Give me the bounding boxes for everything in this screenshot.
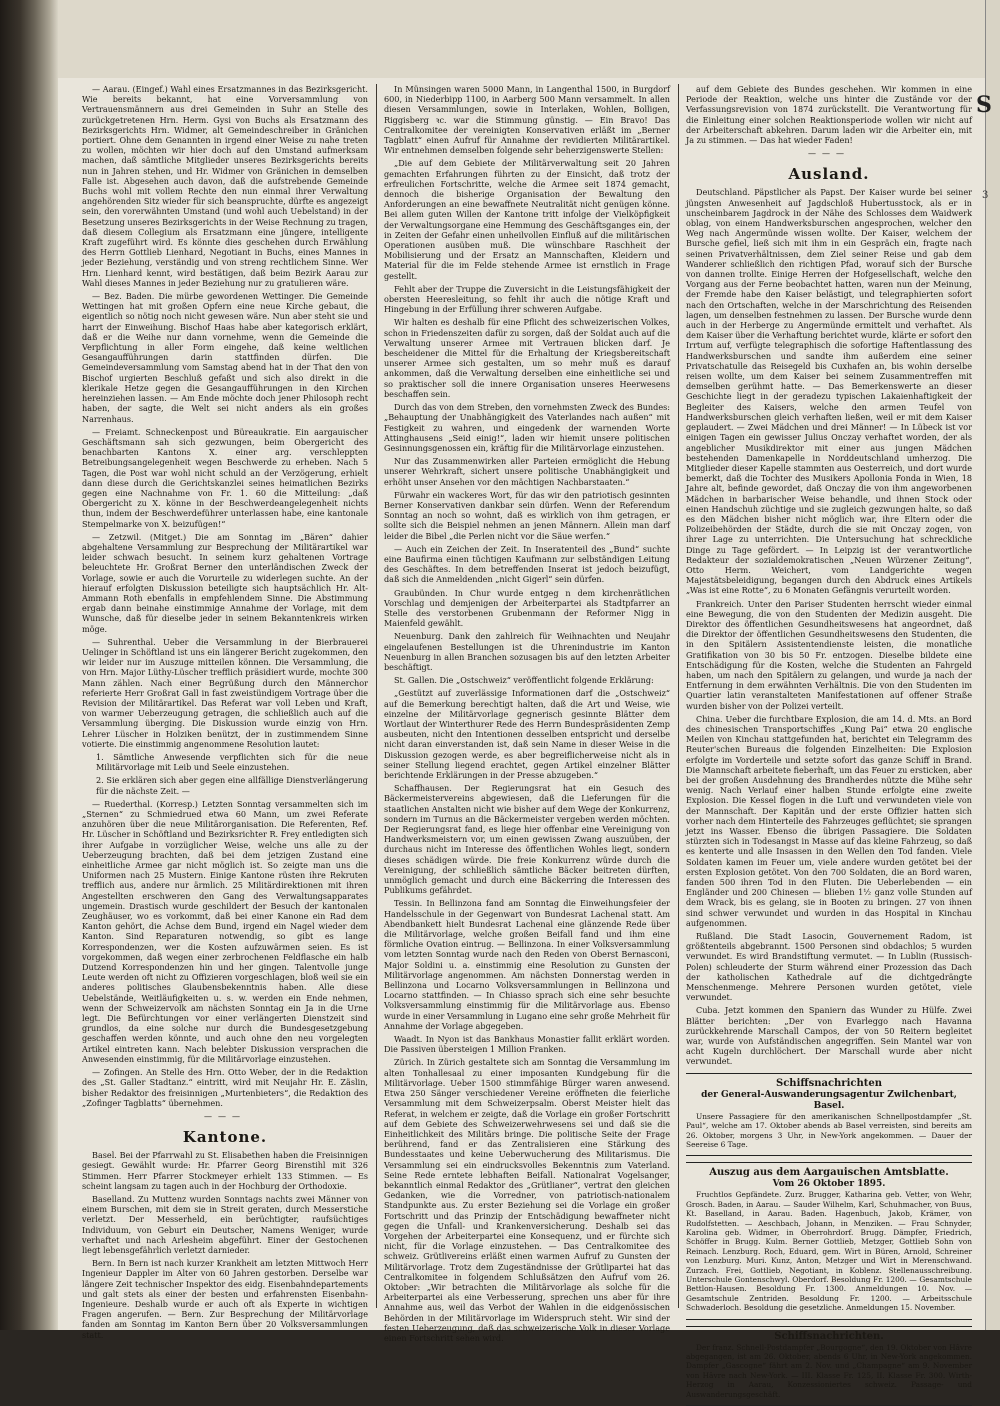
quote-paragraph: Fehlt aber der Truppe die Zuversicht in die Leistungsfähigkeit der obersten Heeresleitung, so fehlt ihr auch die nötige Kraft und Hingebung in der Erfüllung ihrer schweren Aufgabe. [384,283,670,315]
corner-glyph: S [976,92,992,118]
book-binding [0,0,58,1330]
amtsblatt-title: Auszug aus dem Aargauischen Amtsblatte. [709,1167,949,1179]
shipping-notice-subtitle: der General-Auswanderungsagentur Zwilchenbart, Basel. [701,1089,957,1111]
article-bern: Bern. In Bern ist nach kurzer Krankheit am letzten Mittwoch Herr Ingenieur Dappler im Alter von 60 Jahren gestorben. Derselbe war längere Zeit technischer Inspektor des eidg. Eisenbahndepartements und galt stets als einer der besten und erfahrensten Eisenbahn-Ingenieure. Deshalb wurde er auch oft als Experte in wichtigen Fragen angerufen. — Bern. Zur Besprechung der Militärvorlage fanden am Sonntag im Kanton Bern über 20 Volksversammlungen statt. [82,1258,368,1340]
quote-paragraph: Nur das Zusammenwirken aller Parteien ermöglicht die Hebung unserer Wehrkraft, sichert unsere politische Unabhängigkeit und erhöht unser Ansehen vor den mächtigen Nachbarstaaten.“ [384,456,670,487]
amtsblatt-date: Vom 26 Oktober 1895. [772,1179,886,1190]
article-schaffhausen: Schaffhausen. Der Regierungsrat hat ein Gesuch des Bäckermeistervereins abgewiesen, daß die Lieferungen für die staatlichen Anstalten nicht wie bisher auf dem Wege der Konkurrenz, sondern im Turnus an die Bäckermeister vergeben werden möchten. Der Regierungsrat fand, es liege hier offenbar eine Vereinigung von Handwerksmeistern vor, um einen gewissen Zwang auszuüben, der durchaus nicht im Interesse des öffentlichen Wohles liegt, sondern dieses schädigen würde. Die freie Konkurrenz würde durch die Vereinigung, der schließlich sämtliche Bäcker beitreten dürften, unmöglich gemacht und durch eine Bäckerring die Interessen des Publikums gefährdet. [384,783,670,896]
amtsblatt-text: Fruchtlos Gepfändete. Zurz. Brugger, Katharina geb. Vetter, von Wehr, Grosch. Baden, in Aarau. — Sauder Wilhelm, Karl, Schuhmacher, von Buus, Kt. Baselland, in Aarau. Baden. Hagenbuch, Jakob, Krämer, von Rudolfstetten. — Aeschbach, Johann, in Menziken. — Frau Schnyder, Karolina geb. Widmer, in Oberrohrdorf. Brugg. Dämpfer, Friedrich, Schöffer in Brugg. Kulm. Berner Gottlieb, Metzger, Gottlieb Sohn von Reinach. Lenzburg. Roch, Eduard, gem. Wirt in Büren, Arnold, Schreiner von Lenzburg. Muri. Kunz, Anton, Metzger und Wirt in Merenschwand. Zurzach. Frei, Gottlieb, Negotiant, in Koblenz. Stellenausschreibung. Unterschule Gontenschwyl. Oberdorf. Besoldung Fr. 1200. — Gesamtschule Bettlon-Hausen. Besoldung Fr. 1300. Anmeldungen 10. Nov. — Gesamtschule Zentriden. Besoldung Fr. 1200. — Arbeitsschule Schwaderloch. Besoldung die gesetzliche. Anmeldungen 15. November. [686,1190,972,1313]
section-heading-ausland: Ausland. [788,165,870,184]
article-cuba: Cuba. Jetzt kommen den Spaniern das Wunder zu Hülfe. Zwei Blätter berichten: „Der von Evarleggo nach Havanna zurückkehrende Marschall Campos, der von 50 Reitern begleitet war, wurde von Aufständischen angegriffen. Sein Mantel war von acht Kugeln durchlöchert. Der Marschall wurde aber nicht verwundet. [686,1005,972,1067]
shipping-notice-2-title: Schiffsnachrichten. [774,1330,884,1342]
article-china: China. Ueber die furchtbare Explosion, die am 14. d. Mts. an Bord des chinesischen Transportschiffes „Kung Pai“ etwa 20 englische Meilen von Kinchau stattgefunden hat, berichtet ein Telegramm des Reuter'schen Bureaus die folgenden Einzelheiten: Die Explosion erfolgte im Vorderteile und setzte sofort das ganze Schiff in Brand. Die Mannschaft arbeitete fieberhaft, um das Feuer zu ersticken, aber bei der großen Ausdehnung des Brandherdes nützte die Mühe sehr wenig. Nach Verlauf einer halben Stunde erfolgte eine zweite Explosion. Die Kessel flogen in die Luft und verwundeten viele von der Mannschaft. Der Kapitän und der erste Offizier hatten sich vorher nach dem Hinterteile des Fahrzeuges geflüchtet; sie sprangen jetzt ins Wasser. Ebenso die übrigen Passagiere. Die Soldaten stürzten sich in Todesangst in Masse auf das kleine Fahrzeug, so daß es kenterte und alle Insassen in den Wellen den Tod fanden. Viele Soldaten kamen im Feuer um, viele andere wurden getötet bei der ersten Explosion getötet. Von den 700 Soldaten, die an Bord waren, fanden 500 ihren Tod in den Fluten. Die Ueberlebenden — ein Engländer und 200 Chinesen — blieben 1½ ganz volle Stunden auf dem Wrack, bis es gelang, sie in Booten zu bringen. 27 von ihnen sind schwer verwundet und wurden in das Hospital in Kinchau aufgenommen. [686,713,972,928]
resolution-item: 2. Sie erklären sich aber gegen eine allfällige Dienstverlängerung für die nächste Zeit. — [96,775,368,796]
article-zofingen: — Zofingen. An Stelle des Hrn. Otto Weber, der in die Redaktion des „St. Galler Stadtanz.“ eintritt, wird mit Neujahr Hr. E. Zäslin, bisher Redaktor des freisinnigen „Murtenbieters“, die Redaktion des „Zofinger Tagblatts“ übernehmen. [82,1067,368,1108]
column-1 [82,84,369,1340]
shipping-notice-title: Schiffsnachrichten [775,1077,882,1089]
article-russland: Rußland. Die Stadt Lasocin, Gouvernement Radom, ist größtenteils abgebrannt. 1500 Personen sind obdachlos; 5 wurden verwundet. Es wird Brandstiftung vermutet. — In Lublin (Russisch-Polen) schleuderte der Sturm während einer Prozession das Dach der katholischen Kathedrale auf die dichtgedrängte Menschenmenge. Mehrere Personen wurden getötet, viele verwundet. [686,931,972,1003]
section-divider: ——— [808,149,850,159]
article-graubuenden: Graubünden. In Chur wurde entgeg n dem kirchenrätlichen Vorschlag und demjenigen der Arbeiterpartei als Stadtpfarrer an Stelle des verstorbenen Grubenmann der Reformer Nigg in Maienfeld gewählt. [384,587,670,629]
newspaper-page [82,84,972,1399]
section-divider: ——— [204,1111,246,1121]
article-paragraph: Fürwahr ein wackeres Wort, für das wir den patriotisch gesinnten Berner Konservativen dankbar sein dürfen. Wenn der Referendum Sonntag an noch so wohnt, daß es wirklich von ihm getragen, er sollte sich die Beispiel nehmen an jenen Männern. Allein man darf leider die Bibel „die Perlen nicht vor die Säue werfen.“ [384,489,670,541]
article-aarau: — Aarau. (Eingef.) Wahl eines Ersatzmannes in das Bezirksgericht. Wie bereits bekannt, hat eine Vorversammlung von Vertrauensmännern aus drei Gemeinden in Suhr an Stelle des zurückgetretenen Hrn. Herm. Gysi von Buchs als Ersatzmann des Bezirksgerichts Hrn. Widmer, alt Gemeindeschreiber in Gränichen portiert. Ohne dem Genannten in irgend einer Weise zu nahe treten zu wollen, möchten wir hier doch auf den Umstand aufmerksam machen, daß sämtliche Mitglieder unseres Bezirksgerichts bereits nun in Jahren stehen, und Hr. Widmer von Gränichen in demselben Falle ist. Abgesehen auch davon, daß die aufstrebende Gemeinde Buchs wohl mit vollem Rechte den nun einmal ihrer Verwaltung angehörenden Sitz wieder für sich beanspruchte, dürfte es angezeigt sein, den vorerwähnten Umstand (und wohl auch Uebelstand) in der Besetzung unseres Bezirksgerichts in der Weise Rechnung zu tragen, daß diesem Collegium als Ersatzmann eine jüngere, intelligente Kraft zugeführt wird. Es könnte dies geschehen durch Erwählung des Herrn Gottlieb Lienhard, Negotiant in Buchs, eines Mannes in jeder Beziehung, verständig und von streng rechtlichem Sinne. Wer Hrn. Lienhard kennt, wird bestätigen, daß beim Bezirk Aarau zur Wahl dieses Mannes in jeder Beziehung nur zu gratulieren wäre. [82,84,368,288]
article-zuerich: Zürich. In Zürich gestaltete sich am Sonntag die Versammlung im alten Tonhallesaal zu einer imposanten Kundgebung für die Militärvorlage. Ueber 1500 stimmfähige Bürger waren anwesend. Etwa 250 Sänger verschiedener Vereine eröffneten die feierliche Versammlung mit dem Schweizerpsalm. Oberst Meister hielt das Referat, in welchem er zeigte, daß die Vorlage ein großer Fortschritt auf dem Gebiete des Schweizerwehrwesens sei und daß sie die Einheitlichkeit des Militärs bringe. Die politische Seite der Frage berührend, fand er das Zentralisieren eine Stärkung des Bundesstaates und keine Ueberwucherung des Militarismus. Die Versammlung sei ein eindrucksvolles Bekenntnis zum Vaterland. Seine Rede erntete lebhaften Beifall. Nationalrat Vogelsanger, bekanntlich einmal Redaktor des „Grütlianer“, vertrat den gleichen Gedanken, wie die Vorredner, von patriotisch-nationalem Standpunkte aus. Zu erster Beziehung sei die Vorlage ein großer Fortschritt und das Prinzip der Entschädigung bewaffneter nicht gegen die Unfall- und Krankenversicherung. Deshalb sei das Vorgehen der Arbeiterpartei eine Konsequenz, und er fürchte sich nicht, für die Vorlage einzustehen. — Das Centralkomitee des schweiz. Grütlivereins erläßt einen warmen Aufruf zu Gunsten der Militärvorlage. Trotz dem Zugeständnisse der Grütlipartei hat das Centralkomitee in folgendem Schlußsätzen den Aufruf vom 26. Oktober: „Wir betrachten die Militärvorlage als solche für die Arbeiterpartei als eine Verbesserung, sprechen uns aber für ihre Annahme aus, weil das Verbot der Wahlen in die eidgenössischen Behörden in der Militärvorlage im Widerspruch steht. Wir sind der festen Ueberzeugung, daß das schweizerische Volk in dieser Vorlage einen Fortschritt sehen wird. [384,1057,670,1343]
column-rule [376,84,377,1308]
article-ruederthal: — Ruederthal. (Korresp.) Letzten Sonntag versammelten sich im „Sternen“ zu Schmiedrued etwa 60 Mann, um zwei Referate anzuhören über die neue Militärorganisation. Die Referenten, Ref. Hr. Lüscher in Schöftland und Bezirksrichter R. Frey entledigten sich ihrer Aufgabe in vorzüglicher Weise, welche uns alle zu der Ueberzeugung brachten, daß bei dem jetzigen Zustand eine einheitliche Armee gar nicht möglich ist. So zeigte man uns die Uniformen nach 25 Mustern. Einige Kantone rüsten ihre Rekruten trefflich aus, andere nur ärmlich. 25 Militärdirektionen mit ihren Angestellten erschweren den Gang des Verwaltungsapparates ungemein. Drastisch wurde geschildert der Besuch der kantonalen Zeughäuser, wo es vorkommt, daß bei einer Kanone ein Rad dem Kanton gehört, die Achse dem Bund, irgend ein Nagel wieder dem Kanton. Sind Reparaturen notwendig, so gibt es lange Korrespondenzen, wer die Kosten aufzuwärmen seien. Es ist vorgekommen, daß wegen einer zerbrochenen Feldflasche ein halb Dutzend Korrespondenzen hin und her gingen. Talentvolle junge Leute werden oft nicht zu Offizieren vorgeschlagen, bloß weil sie ein anderes politisches Glaubensbekenntnis haben. Alle diese Uebelstände, Weitläufigkeiten u. s. w. werden ein Ende nehmen, wenn der Schweizervolk am nächsten Sonntag ein Ja in die Urne legt. Die Befürchtungen vor einer verlängerten Dienstzeit sind grundlos, da eine solche nur durch die Bundesgesetzgebung geschaffen werden könnte, und auch ohne den neu vorgelegten Artikel eintreten kann. Nach belebter Diskussion versprachen die Anwesenden einstimmig, für die Militärvorlage einzustehen. [82,798,369,1064]
shipping-notice-2-box [686,1326,972,1406]
article-basel: Basel. Bei der Pfarrwahl zu St. Elisabethen haben die Freisinnigen gesiegt. Gewählt wurde: Hr. Pfarrer Georg Birenstihl mit 326 Stimmen. Herr Pfarrer Stockmeyer erhielt 133 Stimmen. — Es scheint langsam zu tagen auch in der Hochburg der Orthodoxie. [82,1150,368,1191]
amtsblatt-box [686,1162,972,1319]
article-frankreich: Frankreich. Unter den Pariser Studenten herrscht wieder einmal eine Bewegung, die von den Studenten der Medizin ausgeht. Die Direktor des öffentlichen Gesundheitswesens hat angeordnet, daß die Direktor der öffentlichen Gesundheitswesens den Studenten, die in den Spitälern Assistentendienste leisten, die monatliche Gratifikation von 30 bis 50 Fr. entzogen. Dieselbe bildete eine Entschädigung für die Kosten, welche die Studenten an Fahrgeld haben, um nach den Spitälern zu gelangen, und wurde ja nach der Entfernung in dem erwähnten Verhältnis. Die von den Studenten im Quartier latin veranstalteten Manifestationen auf offener Straße wurden bisher von der Polizei verteilt. [686,598,972,711]
article-st-gallen: St. Gallen. Die „Ostschweiz“ veröffentlicht folgende Erklärung: [394,675,654,686]
quote-paragraph: „Die auf dem Gebiete der Militärverwaltung seit 20 Jahren gemachten Erfahrungen führten zu der Einsicht, daß trotz der erfreulichen Fortschritte, welche die Armee seit 1874 gemacht, dennoch die bisherige Organisation der Bewaltung den Anforderungen an eine bewaffnete Neutralität nicht genügen könne. Bei allem guten Willen der Kantone tritt infolge der Vielköpfigkeit der Verwaltungsorgane eine Hemmung des Geschäftsganges ein, der in Zeiten der Gefahr einen unheilvollen Einfluß auf die militärischen Operationen ausüben muß. Die wünschbare Raschheit der Mobilisierung und der Ersatz an Mannschaften, Kleidern und Material für die im Felde stehende Armee ist ernstlich in Frage gestellt. [384,158,670,281]
column-rule [678,84,679,1308]
page-number: 3 [982,190,989,201]
article-suhrenthal: — Suhrenthal. Ueber die Versammlung in der Bierbrauerei Uelinger in Schöftland ist uns ein längerer Bericht zugekommen, den wir leider nur im Auszuge mitteilen können. Die Versammlung, die von Hrn. Major Lüthy-Lüscher trefflich präsidiert wurde, mochte 300 Mann zählen. Nach einer Begrüßung durch den Männerchor referierte Herr Großrat Gall in fast zweistündigem Vortrage über die Revision der Militärartikel. Das Referat war voll Leben und Kraft, von warmer Ueberzeugung getragen, die schließlich auch auf die Versammlung überging. Die Diskussion wurde einzig von Hrn. Lehrer Lüscher in Holziken benützt, der in zustimmendem Sinne votierte. Die einstimmig angenommene Resolution lautet: [82,636,368,749]
shipping-notice-box [686,1073,972,1157]
column-3 [686,84,972,1399]
quote-paragraph: „Gestützt auf zuverlässige Informationen darf die „Ostschweiz“ auf die Bemerkung berechtigt halten, daß die Art und Weise, wie einzelne der Militärvorlage gegnerisch gesinnte Blätter dem Wortlaut der Winterthurer Rede des Herrn Bundespräsidenten Zemp ausbeuten, nicht den Intentionen desselben entspricht und derselbe nicht daran einverstanden ist, daß sein Name in dieser Weise in die Diskussion gezogen werde, es aber begreiflicherweise nicht als in seiner Stellung liegend erachtet, gegen Artikel einzelner Blätter berichtende Erklärungen in der Presse abzugeben.“ [384,688,670,780]
section-heading-kantone: Kantone. [182,1128,268,1147]
article-baselland: Baselland. Zu Muttenz wurden Sonntags nachts zwei Männer von einem Burschen, mit dem sie in Streit geraten, durch Messerstiche verletzt. Der Messerheld, ein berüchtigter, raufsüchtiges Individuum, von Geburt ein Deutscher, Namens Weniger, wurde verhaftet und nach Arlesheim abgeführt. Einer der Gestochenen liegt lebensgefährlich verletzt darnieder. [82,1193,368,1255]
resolution-item: 1. Sämtliche Anwesende verpflichten sich für die neue Militärvorlage mit Leib und Seele einzustehen. [96,752,368,773]
article-freiamt: — Freiamt. Schneckenpost und Büreaukratie. Ein aargauischer Geschäftsmann sah sich gezwungen, beim Obergericht des benachbarten Kantons X. einer arg. verschleppten Betreibungsangelegenheit wegen Beschwerde zu erheben. Nach 5 Tagen, die Post war wohl nicht schuld an der Verzögerung, erhielt dann diese durch die Gerichtskanzlei seines heimatlichen Bezirks gegen eine Nachnahme von Fr. 1. 60 die Mitteilung: „daß Obergericht zu X. könne in der Beschwerdeangelegenheit nichts thun, indem der Beschwerdeführer unterlassen habe, eine kantonale Stempelmarke von X. beizufügen!“ [82,426,368,529]
quote-paragraph: Durch das von dem Streben, den vornehmsten Zweck des Bundes: „Behauptung der Unabhängigkeit des Vaterlandes nach außen“ mit Festigkeit zu wahren, und eingedenk der warnenden Worte Attinghausens „Seid einig!“, laden wir hiemit unsere politischen Gesinnungsgenossen ein, kräftig für die Militärvorlage einzustehen. [384,402,670,453]
article-baden: — Bez. Baden. Die mürbe gewordenen Wettinger. Die Gemeinde Wettingen hat mit großen Opfern eine neue Kirche gebaut, die eigentlich so nötig noch nicht gewesen wäre. Nun aber steht sie und harrt der Einweihung. Bischof Haas habe aber kategorisch erklärt, daß er die Weihe nur dann vornehme, wenn die Gemeinde die Verpflichtung in aller Form eingehe, daß keine weltlichen Gesangaufführungen darin stattfinden dürfen. Die Gemeindeversammlung vom Samstag abend hat in der That den von Bischof urgierten Beschluß gefaßt und sich also direkt in die klerikale Hetze gegen die Gesangaufführungen in den Kirchen hereinziehen lassen. — Am Ende möchte doch jener Philosoph recht haben, der sagte, die Welt sei nicht anders als ein großes Narrenhaus. [82,291,368,424]
article-zuerich-cont: auf dem Gebiete des Bundes geschehen. Wir kommen in eine Periode der Reaktion, welche uns hinter die Zustände vor der Verfassungsrevision von 1874 zurückstellt. Die Verantwortung für die Einleitung einer solchen Reaktionsperiode wollen wir nicht auf der Arbeiterschaft abkehren. Darum laden wir die Arbeiter ein, mit Ja zu stimmen. — Das hat wieder Faden! [686,84,972,146]
page-top-margin [58,0,986,78]
quote-paragraph: Wir halten es deshalb für eine Pflicht des schweizerischen Volkes, schon in Friedenszeiten dafür zu sorgen, daß der Soldat auch auf die Verwaltung unserer Armee mit Vertrauen blicken darf. Je bescheidener die Mittel für die Erhaltung der Kriegsbereitschaft unserer Armee sich gestalten, um so mehr muß es darauf ankommen, daß die Verwaltung derselben eine einheitliche sei und so praktischer soll die innere Organisation unseres Heerwesens beschaffen sein. [384,317,670,399]
article-tessin: Tessin. In Bellinzona fand am Sonntag die Einweihungsfeier der Handelsschule in der Gegenwart von Bundesrat Lachenal statt. Am Abendbankett hielt Bundesrat Lachenal eine glänzende Rede über die Militärvorlage, welche großen Beifall fand und ihm eine förmliche Ovation eintrug. — Bellinzona. In einer Volksversammlung vom letzten Sonntag wurde nach den Reden von Oberst Bernasconi, Major Soldini u. a. einstimmig eine Resolution zu Gunsten der Militärvorlage angenommen. Am nächsten Donnerstag werden in Bellinzona und Locarno Volksversammlungen in Bellinzona und Locarno stattfinden. — In Chiasso sprach sich eine sehr besuchte Volksversammlung einstimmig für die Militärvorlage aus. Ebenso wurde in einer Versammlung in Lugano eine sehr große Mehrheit für Annahme der Vorlage abgegeben. [384,898,670,1031]
shipping-notice-text: Unsere Passagiere für den amerikanischen Schnellpostdampfer „St. Paul“, welche am 17. Oktober abends ab Basel verreisten, sind bereits am 26. Oktober, morgens 3 Uhr, in New-York angekommen. — Dauer der Seereise 6 Tage. [686,1111,972,1149]
article-bern-cont: In Münsingen waren 5000 Mann, in Langenthal 1500, in Burgdorf 600, in Niederbipp 1100, in Aarberg 500 Mann versammelt. In allen diesen Versammlungen, sowie in Interlaken, Wohlen, Bolligen, Riggisberg ꝛc. war die Stimmung günstig. — Ein Bravo! Das Centralkomitee der vereinigten Konservativen erläßt im „Berner Tagblatt“ einen Aufruf für Annahme der revidierten Militärartikel. Wir entnehmen demselben folgende sehr beherzigenswerte Stellen: [384,84,670,156]
article-paragraph: — Auch ein Zeichen der Zeit. In Inseratenteil des „Bund“ suchte eine Baufirma einen tüchtigen Kaufmann zur selbständigen Leitung des Geschäftes. In dem betreffenden Inserat ist jedoch beizufügt, daß sich die Anmeldenden „nicht Gigerl“ sein dürfen. [384,543,670,585]
article-deutschland: Deutschland. Päpstlicher als Papst. Der Kaiser wurde bei seiner jüngsten Anwesenheit auf Jagdschloß Hubertusstock, als er in unscheinbarem Jagdrock in der Nähe des Schlosses dem Waidwerk oblag, von einem Handwerksburschen angesprochen, welcher den Weg nach Angermünde wissen wollte. Der Kaiser, welchem der Bursche gefiel, ließ sich mit ihm in ein Gespräch ein, fragte nach seinen Privatverhältnissen, dem Ziel seiner Reise und gab dem Wanderer schließlich den richtigen Pfad, worauf sich der Bursche von dannen trollte. Einige Herren der Hofgesellschaft, welche den Vorgang aus der Ferne beobachtet hatten, waren nun der Meinung, der Fremde habe den Kaiser belästigt, und telegraphierten sofort nach den Ortschaften, welche in der Marschrichtung des Reisenden lagen, um denselben festnehmen zu lassen. Der Bursche wurde denn auch in der Herberge zu Angermünde ermittelt und verhaftet. Als dem Kaiser über die Verhaftung berichtet wurde, klärte er sofort den Irrtum auf, verfügte telegraphisch die sofortige Haftentlassung des Handwerksburschen und sandte ihm außerdem eine seiner Privatschatulle das Reisegeld bis Cuxhafen an, bis wohin derselbe reisen wollte, um dem Kaiser bei seinem Zusammentreffen mit demselben gerühmt hatte. — Das Bemerkenswerte an dieser Geschichte liegt in der geradezu typischen Lakaienhaftigkeit der Begleiter des Kaisers, welche den armen Teufel von Handwerksburschen gleich verhaften ließen, weil er mit dem Kaiser geplaudert. — Zwei Mädchen und drei Männer! — In Lübeck ist vor einigen Tagen ein gewisser Julius Onczay verhaftet worden, der als angeblicher Musikdirektor mit einer aus jungen Mädchen bestehenden Damenkapelle in Norddeutschland umherzog. Die Mitglieder dieser Kapelle stammten aus Oesterreich, und dort wurde bemerkt, daß die Tochter des Musikers Apollonia Fonda in Wien, 18 Jahre alt, befinde gewordet, daß Onczay die von ihm angeworbenen Mädchen in barbarischer Weise behandle, und ihnen Stock oder einen Handschuh züchtige und sie zugleich gezwungen halte, so daß es den Mädchen bisher nicht möglich war, ihre Eltern oder die Polizeibehörden der Städte, durch die sie mit Onczay zogen, von ihrer Lage zu unterrichten. Die Untersuchung hat schreckliche Dinge zu Tage gefördert. — In Leipzig ist der verantwortliche Redakteur der sozialdemokratischen „Neuen Würzener Zeitung“, Otto Herm. Weichert, vom Landgerichte wegen Majestätsbeleidigung, begangen durch den Abdruck eines Artikels „Was ist eine Rotte“, zu 6 Monaten Gefängnis verurteilt worden. [686,187,972,596]
article-zetzwil: — Zetzwil. (Mitget.) Die am Sonntag im „Bären“ dahier abgehaltene Versammlung zur Besprechung der Militärartikel war leider schwach besucht. In seinem kurz gehaltenen Vortrage beleuchtete Hr. Großrat Berner den unterländischen Zweck der Vorlage, sowie er auch die Vorurteile zu widerlegen suchte. An der hierauf erfolgten Diskussion beteiligte sich hauptsächlich Hr. Alt-Ammann Roth ebenfalls in empfehlendem Sinne. Die Abstimmung ergab dann beinahe einstimmige Annahme der Vorlage, mit dem Wunsche, daß für dieselbe jeder in seinem Bekanntenkreis wirken möge. [82,531,368,634]
shipping-notice-2-text: Der franz. Schnell-Postdampfer „Bourgogne“, den 19. Oktober von Hâvre abgegangen, ist am 26. Oktober, abends 6 Uhr, in New-York angekommen. Dampfer „Gascogne“ fährt am 2. Nov. und „Champagne“ am 9. November von Hâvre nach New-York. — III. Klasse Fr. 125, II. Klasse Fr. 300. Wirth-Herzog in Aarau, Konzessioniertes schweiz. Passage- und Auswanderungsgeschäft. [686,1342,972,1399]
article-neuenburg: Neuenburg. Dank den zahlreich für Weihnachten und Neujahr eingelaufenen Bestellungen ist die Uhrenindustrie im Kanton Neuenburg in allen Branchen sozusagen bis auf den letzten Arbeiter beschäftigt. [384,631,670,672]
column-2 [384,84,670,1343]
article-waadt: Waadt. In Nyon ist das Bankhaus Monastier fallit erklärt worden. Die Passiven übersteigen 1 Million Franken. [384,1034,670,1055]
